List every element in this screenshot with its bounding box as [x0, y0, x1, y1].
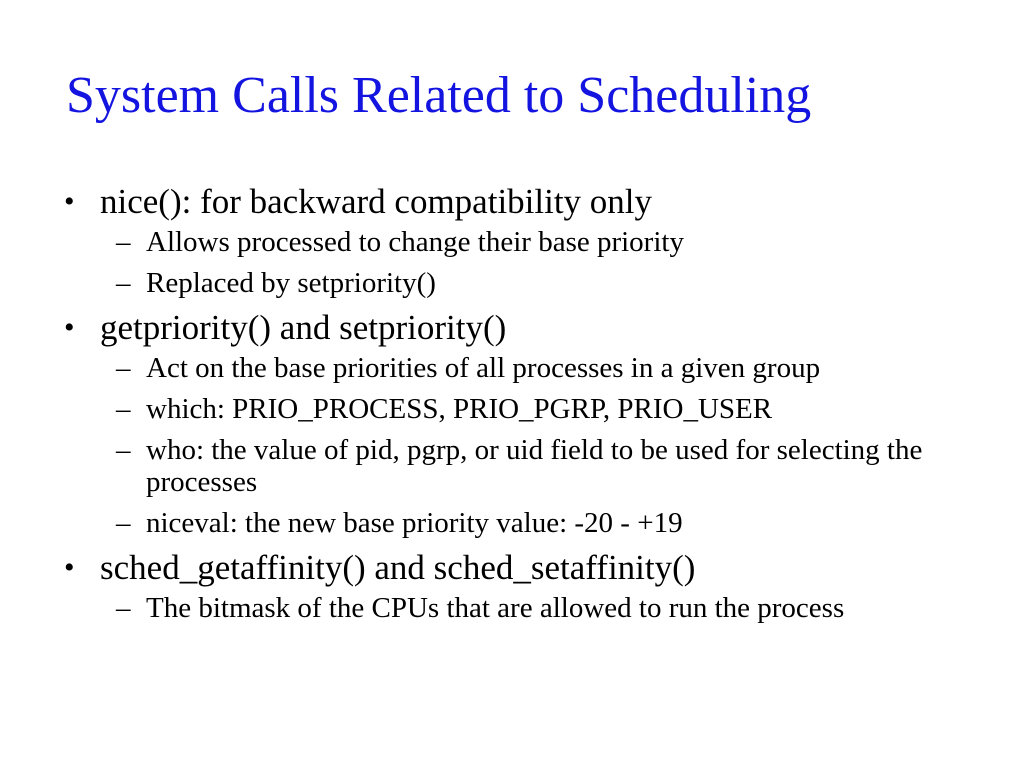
bullet-icon: • [64, 311, 75, 344]
bullet-text: nice(): for backward compatibility only [100, 182, 653, 221]
bullet-item [64, 182, 964, 222]
dash-icon: – [116, 352, 131, 384]
dash-icon: – [116, 592, 131, 624]
bullet-icon: • [64, 185, 75, 218]
sub-bullet-text: Replaced by setpriority() [146, 267, 436, 299]
sub-bullet-text: Allows processed to change their base priority [146, 226, 684, 258]
sub-bullet-text: who: the value of pid, pgrp, or uid field to be used for selecting the processes [146, 434, 923, 498]
sub-bullet-list [64, 592, 964, 624]
bullet-text: sched_getaffinity() and sched_setaffinity() [100, 548, 696, 587]
sub-bullet-item [64, 352, 964, 384]
sub-bullet-item [64, 267, 964, 299]
dash-icon: – [116, 267, 131, 299]
sub-bullet-item [64, 393, 964, 425]
sub-bullet-item [64, 226, 964, 258]
sub-bullet-item [64, 507, 964, 539]
dash-icon: – [116, 226, 131, 258]
sub-bullet-text: The bitmask of the CPUs that are allowed to run the process [146, 592, 845, 624]
dash-icon: – [116, 434, 131, 466]
sub-bullet-list [64, 352, 964, 539]
dash-icon: – [116, 507, 131, 539]
sub-bullet-text: niceval: the new base priority value: -20 - +19 [146, 507, 683, 539]
dash-icon: – [116, 393, 131, 425]
sub-bullet-item [64, 592, 964, 624]
bullet-text: getpriority() and setpriority() [100, 308, 507, 347]
bullet-item [64, 548, 964, 588]
sub-bullet-text: which: PRIO_PROCESS, PRIO_PGRP, PRIO_USER [146, 393, 773, 425]
slide-title: System Calls Related to Scheduling [66, 67, 812, 124]
sub-bullet-list [64, 226, 964, 299]
bullet-list [64, 182, 964, 633]
sub-bullet-item [64, 434, 964, 498]
bullet-icon: • [64, 551, 75, 584]
sub-bullet-text: Act on the base priorities of all processes in a given group [146, 352, 821, 384]
bullet-item [64, 308, 964, 348]
